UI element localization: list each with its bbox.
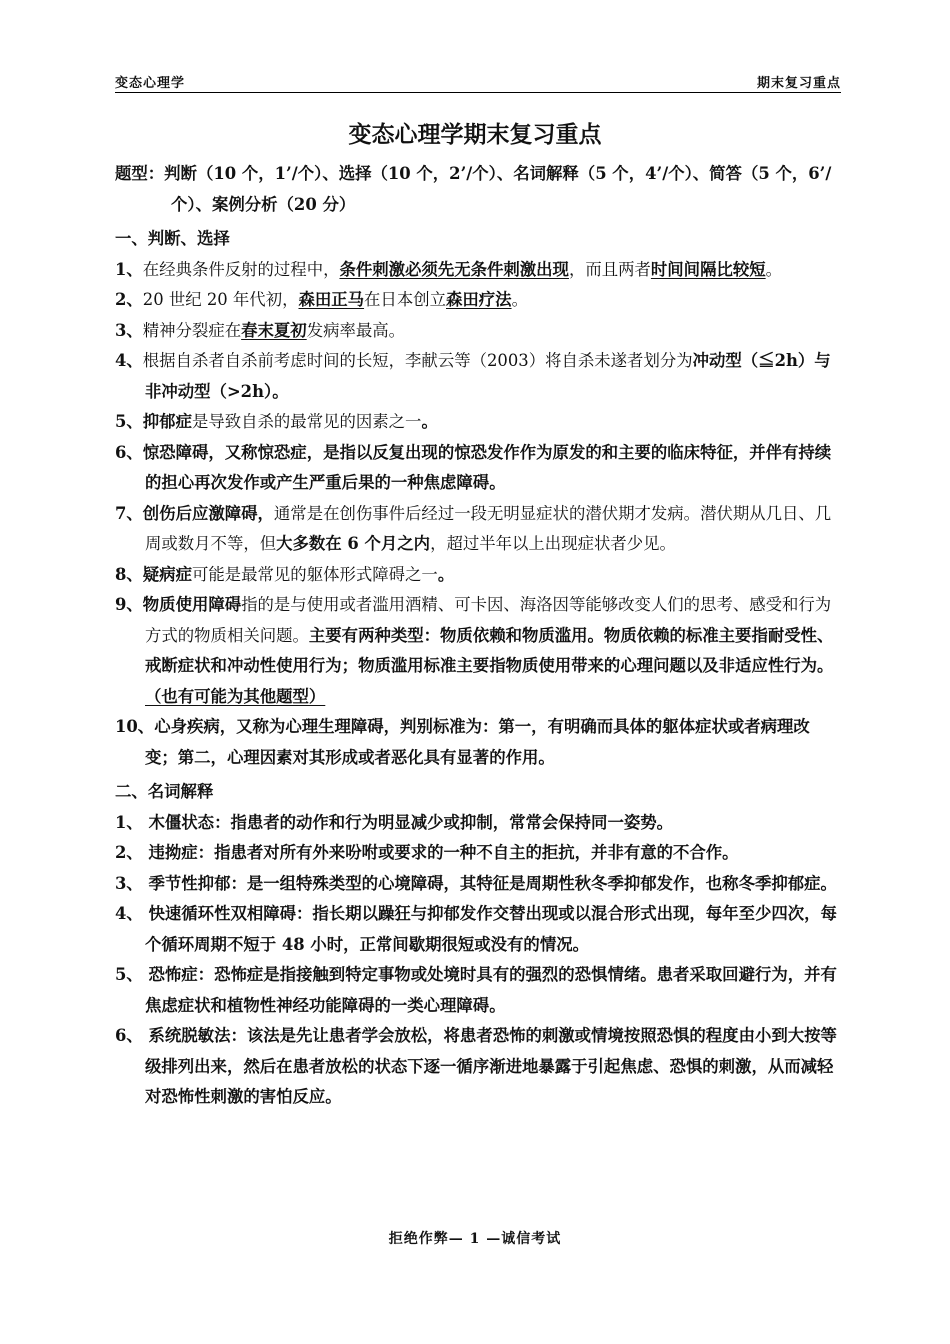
list-item: 3、 季节性抑郁：是一组特殊类型的心境障碍，其特征是周期性秋冬季抑郁发作，也称冬季抑郁症。 (115, 873, 837, 893)
list-item: 2、20 世纪 20 年代初，森田正马在日本创立森田疗法。 (115, 290, 528, 309)
list-item: 1、 木僵状态：指患者的动作和行为明显减少或抑制，常常会保持同一姿势。 (115, 812, 674, 832)
list-item: 10、心身疾病，又称为心理生理障碍，判别标准为：第一，有明确而具体的躯体症状或者病理改变；第二，心理因素对其形成或者恶化具有显著的作用。 (115, 717, 810, 767)
list-item: 5、抑郁症是导致自杀的最常见的因素之一。 (115, 412, 438, 431)
list-item: 9、物质使用障碍指的是与使用或者滥用酒精、可卡因、海洛因等能够改变人们的思考、感受和行为方式的物质相关问题。主要有两种类型：物质依赖和物质滥用。物质依赖的标准主要指耐受性、戒断症状和冲动性使用行为；物质滥用标准主要指物质使用带来的心理问题以及非适应性行为。（也有可能为其他题型） (115, 595, 834, 706)
list-item: 8、疑病症可能是最常见的躯体形式障碍之一。 (115, 564, 455, 584)
list-item: 6、惊恐障碍，又称惊恐症，是指以反复出现的惊恐发作作为原发的和主要的临床特征，并伴有持续的担心再次发作或产生严重后果的一种焦虑障碍。 (115, 442, 832, 492)
list-item: 2、 违拗症：指患者对所有外来吩咐或要求的一种不自主的拒抗，并非有意的不合作。 (115, 843, 739, 862)
list-item: 4、 快速循环性双相障碍：指长期以躁狂与抑郁发作交替出现或以混合形式出现，每年至少四次，每个循环周期不短于 48 小时，正常间歇期很短或没有的情况。 (115, 904, 837, 954)
list-item: 3、精神分裂症在春末夏初发病率最高。 (115, 320, 406, 340)
question-types: 题型：判断（10 个，1’/个）、选择（10 个，2’/个）、名词解释（5 个，4’/个）、简答（5 个，6’/个）、案例分析（20 分） (115, 164, 832, 214)
list-item: 5、 恐怖症：恐怖症是指接触到特定事物或处境时具有的强烈的恐惧情绪。患者采取回避行为，并有焦虑症状和植物性神经功能障碍的一类心理障碍。 (115, 965, 837, 1015)
list-item: 6、 系统脱敏法：该法是先让患者学会放松，将患者恐怖的刺激或情境按照恐惧的程度由小到大按等级排列出来，然后在患者放松的状态下逐一循序渐进地暴露于引起焦虑、恐惧的刺激，从而减轻对恐怖性刺激的害怕反应。 (115, 1026, 837, 1106)
section-heading-judgment: 一、判断、选择 (115, 229, 230, 248)
list-item: 7、创伤后应激障碍，通常是在创伤事件后经过一段无明显症状的潜伏期才发病。潜伏期从几日、几周或数月不等，但大多数在 6 个月之内，超过半年以上出现症状者少见。 (115, 503, 832, 553)
list-item: 4、根据自杀者自杀前考虑时间的长短，李献云等（2003）将自杀未遂者划分为冲动型（≦2h）与非冲动型（>2h）。 (115, 351, 831, 401)
document-title: 变态心理学期末复习重点 (348, 121, 602, 148)
page-footer: 拒绝作弊— 1 —诚信考试 (388, 1231, 562, 1247)
header-course-name: 变态心理学 (115, 76, 186, 91)
header-doc-label: 期末复习重点 (756, 76, 841, 91)
list-item: 1、在经典条件反射的过程中，条件刺激必须先无条件刺激出现，而且两者时间间隔比较短。 (115, 259, 783, 279)
document-body (115, 159, 841, 1113)
page-header (115, 70, 841, 93)
section-heading-terms: 二、名词解释 (115, 782, 214, 801)
